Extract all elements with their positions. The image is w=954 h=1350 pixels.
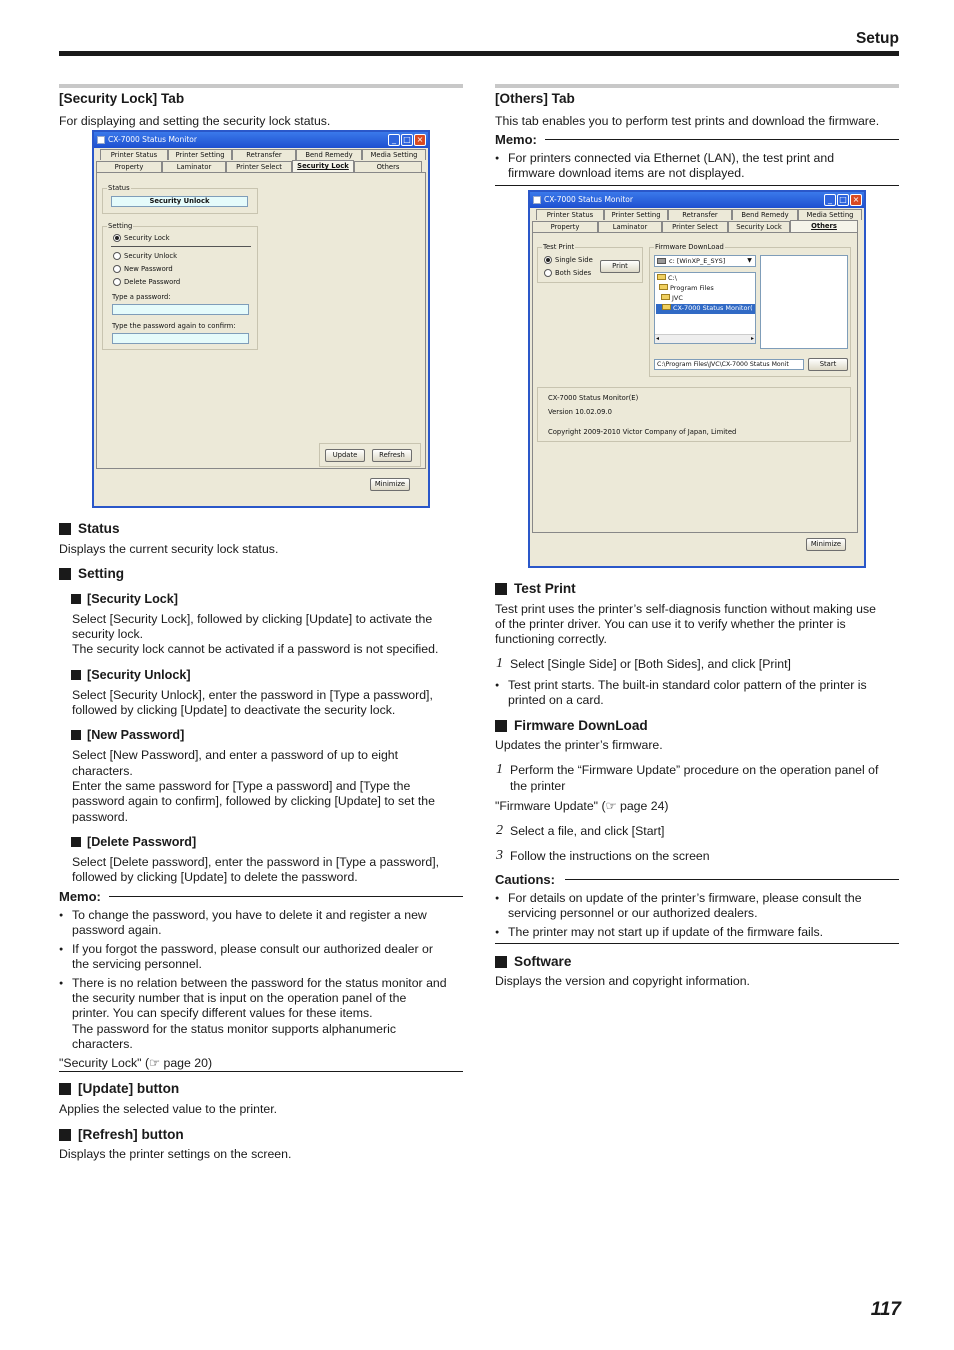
tab-laminator[interactable]: Laminator — [162, 161, 226, 172]
left-memo-label: Memo: — [59, 889, 101, 904]
start-button[interactable]: Start — [808, 358, 848, 371]
left-tab-title: [Security Lock] Tab — [59, 91, 185, 106]
software-copyright: Copyright 2009-2010 Victor Company of Japan, Limited — [548, 428, 737, 436]
software-text: Displays the version and copyright information. — [495, 974, 750, 988]
right-title-bar — [495, 84, 899, 88]
drive-icon — [657, 258, 666, 264]
test-print-group — [537, 243, 643, 283]
right-memo-rule — [545, 139, 899, 140]
security-unlock-subheading: [Security Unlock] — [87, 668, 191, 682]
tab-printer-setting[interactable]: Printer Setting — [168, 149, 232, 160]
refresh-button[interactable]: Refresh — [372, 449, 412, 462]
left-title-bar — [59, 84, 463, 88]
window-title: CX-7000 Status Monitor — [108, 135, 197, 144]
tab-bend-remedy[interactable]: Bend Remedy — [732, 209, 798, 220]
radio-security-lock[interactable]: Security Lock — [113, 234, 170, 242]
tab-retransfer[interactable]: Retransfer — [668, 209, 732, 220]
folder-item[interactable] — [661, 294, 683, 303]
setting-group — [102, 222, 258, 350]
status-field: Security Unlock — [111, 196, 248, 207]
step-number: 3 — [496, 848, 503, 863]
file-list[interactable] — [760, 255, 848, 349]
right-memo-line2: firmware download items are not displayed. — [508, 166, 745, 180]
update-button-text: Applies the selected value to the printer. — [59, 1102, 278, 1116]
confirm-password-label: Type the password again to confirm: — [112, 322, 236, 330]
folder-item-label: Program Files — [670, 284, 714, 292]
section-title: Setup — [855, 30, 899, 47]
software-version: Version 10.02.09.0 — [548, 408, 612, 416]
folder-item-selected[interactable] — [656, 304, 755, 314]
tab-bend-remedy[interactable]: Bend Remedy — [296, 149, 362, 160]
folder-list[interactable] — [654, 272, 756, 344]
left-memo-b3-line2: the security number that is input on the operation panel of the — [72, 991, 407, 1005]
tab-printer-setting[interactable]: Printer Setting — [604, 209, 668, 220]
firmware-step1-line2: the printer — [510, 779, 566, 793]
left-memo-b2-line2: the servicing personnel. — [72, 957, 202, 971]
update-button-heading: [Update] button — [78, 1081, 180, 1096]
tab-property[interactable]: Property — [96, 161, 162, 172]
folder-open-icon — [662, 304, 671, 310]
others-window — [528, 190, 866, 568]
software-name: CX-7000 Status Monitor(E) — [548, 394, 639, 402]
drive-select[interactable] — [654, 255, 756, 267]
firmware-step2: Select a file, and click [Start] — [510, 824, 665, 838]
new-password-line4: password again to confirm], followed by clicking [Update] to set the — [72, 794, 435, 808]
radio-security-unlock[interactable]: Security Unlock — [113, 252, 177, 260]
left-memo-b2-line1: ● If you forgot the password, please consult our authorized dealer or — [72, 942, 433, 957]
horizontal-scrollbar[interactable] — [655, 334, 755, 343]
new-password-line3: Enter the same password for [Type a password] and [Type the — [72, 779, 411, 793]
tab-property[interactable]: Property — [532, 221, 598, 232]
right-memo-line1: ● For printers connected via Ethernet (LAN), the test print and — [508, 151, 834, 166]
folder-item-label: JVC — [672, 294, 683, 302]
tab-panel — [532, 232, 858, 533]
test-print-line1: Test print uses the printer’s self-diagnosis function without making use — [495, 602, 876, 616]
action-group — [319, 443, 421, 467]
left-memo-rule — [109, 896, 463, 897]
left-memo-end-rule — [59, 1071, 463, 1072]
radio-both-sides[interactable]: Both Sides — [544, 269, 591, 277]
delete-password-subheading: [Delete Password] — [87, 835, 197, 849]
left-memo-b3-line3: printer. You can specify different values for these items. — [72, 1006, 373, 1020]
test-print-step1: Select [Single Side] or [Both Sides], and click [Print] — [510, 657, 791, 671]
app-icon — [533, 196, 541, 204]
new-password-line5: password. — [72, 810, 129, 824]
app-icon — [97, 136, 105, 144]
print-button[interactable]: Print — [600, 260, 640, 273]
step-number: 2 — [496, 823, 503, 838]
tab-laminator[interactable]: Laminator — [598, 221, 662, 232]
chevron-down-icon[interactable]: ▼ — [747, 257, 752, 264]
tab-others[interactable]: Others — [354, 161, 422, 172]
right-memo-label: Memo: — [495, 132, 537, 147]
firmware-heading: Firmware DownLoad — [514, 718, 648, 733]
cautions-b1-line2: servicing personnel or our authorized dealers. — [508, 906, 758, 920]
tab-security-lock[interactable]: Security Lock — [728, 221, 790, 232]
test-print-line2: of the printer driver. You can use it to verify whether the printer is — [495, 617, 846, 631]
page-number: 117 — [870, 1299, 901, 1320]
radio-delete-password[interactable]: Delete Password — [113, 278, 180, 286]
test-print-line3: functioning correctly. — [495, 632, 607, 646]
minimize-window-icon[interactable]: _ — [388, 134, 400, 146]
security-lock-line2: security lock. — [72, 627, 144, 641]
folder-item[interactable] — [657, 274, 677, 283]
step-number: 1 — [496, 762, 503, 777]
folder-open-icon — [661, 294, 670, 300]
minimize-button[interactable]: Minimize — [806, 538, 846, 551]
right-memo-end-rule — [495, 185, 899, 186]
tab-printer-status[interactable]: Printer Status — [536, 209, 604, 220]
security-lock-subheading: [Security Lock] — [87, 592, 178, 606]
setting-group-label: Setting — [108, 222, 133, 230]
maximize-window-icon[interactable]: □ — [837, 194, 849, 206]
tab-printer-status[interactable]: Printer Status — [100, 149, 168, 160]
tab-media-setting[interactable]: Media Setting — [362, 149, 426, 160]
cautions-label: Cautions: — [495, 872, 555, 887]
radio-new-password[interactable]: New Password — [113, 265, 173, 273]
update-button[interactable]: Update — [325, 449, 365, 462]
new-password-subheading: [New Password] — [87, 728, 185, 742]
window-title-bar — [530, 192, 864, 208]
left-memo-b3-line4: The password for the status monitor supports alphanumeric — [72, 1022, 396, 1036]
scroll-left-icon[interactable]: ◂ — [656, 335, 660, 342]
software-info-group — [537, 387, 851, 442]
folder-item[interactable] — [659, 284, 714, 293]
tab-others[interactable]: Others — [790, 220, 858, 232]
radio-single-side[interactable]: Single Side — [544, 256, 593, 264]
tab-printer-select[interactable]: Printer Select — [226, 161, 292, 172]
delete-password-line2: followed by clicking [Update] to delete the password. — [72, 870, 358, 884]
window-title-bar — [94, 132, 428, 148]
firmware-step1-line1: Perform the “Firmware Update” procedure on the operation panel of — [510, 763, 879, 777]
minimize-window-icon[interactable]: _ — [824, 194, 836, 206]
left-intro: For displaying and setting the security lock status. — [59, 114, 331, 128]
maximize-window-icon[interactable]: □ — [401, 134, 413, 146]
folder-open-icon — [659, 284, 668, 290]
status-group — [102, 184, 258, 214]
status-group-label: Status — [108, 184, 130, 192]
cautions-rule — [565, 879, 899, 880]
tab-panel — [96, 172, 426, 469]
cautions-end-rule — [495, 943, 899, 944]
password-input[interactable] — [112, 304, 249, 315]
test-print-heading: Test Print — [514, 581, 576, 596]
path-field[interactable]: C:\Program Files\JVC\CX-7000 Status Monit — [654, 359, 804, 370]
status-heading: Status — [78, 521, 120, 536]
right-intro: This tab enables you to perform test prints and download the firmware. — [495, 114, 880, 128]
firmware-text: Updates the printer’s firmware. — [495, 738, 663, 752]
security-lock-line1: Select [Security Lock], followed by clicking [Update] to activate the — [72, 612, 433, 626]
new-password-line2: characters. — [72, 764, 133, 778]
software-heading: Software — [514, 954, 572, 969]
close-window-icon[interactable]: × — [850, 194, 862, 206]
tab-security-lock[interactable]: Security Lock — [292, 160, 354, 172]
minimize-button[interactable]: Minimize — [370, 478, 410, 491]
delete-password-line1: Select [Delete password], enter the password in [Type a password], — [72, 855, 440, 869]
confirm-password-input[interactable] — [112, 333, 249, 344]
test-print-group-label: Test Print — [543, 243, 575, 251]
left-memo-b1-line1: ● To change the password, you have to delete it and register a new — [72, 908, 427, 923]
security-lock-page-ref[interactable]: "Security Lock" (☞ page 20) — [59, 1056, 213, 1070]
right-tab-title: [Others] Tab — [495, 91, 575, 106]
setting-heading: Setting — [78, 566, 125, 581]
test-print-bullet-line1: ● Test print starts. The built-in standard color pattern of the printer is — [508, 678, 867, 693]
left-memo-b1-line2: password again. — [72, 923, 162, 937]
firmware-group — [649, 243, 851, 377]
close-window-icon[interactable]: × — [414, 134, 426, 146]
left-memo-b3-line5: characters. — [72, 1037, 133, 1051]
type-password-label: Type a password: — [112, 293, 171, 301]
cautions-b1-line1: ● For details on update of the printer’s firmware, please consult the — [508, 891, 862, 906]
drive-label: c: [WinXP_E_SYS] — [669, 257, 726, 265]
header-rule — [59, 51, 899, 56]
left-memo-b3-line1: ● There is no relation between the password for the status monitor and — [72, 976, 447, 991]
firmware-step3: Follow the instructions on the screen — [510, 849, 710, 863]
status-text: Displays the current security lock status. — [59, 542, 279, 556]
test-print-bullet-line2: printed on a card. — [508, 693, 604, 707]
firmware-page-ref[interactable]: "Firmware Update" (☞ page 24) — [495, 799, 669, 813]
window-title: CX-7000 Status Monitor — [544, 195, 633, 204]
security-unlock-line1: Select [Security Unlock], enter the password in [Type a password], — [72, 688, 433, 702]
refresh-button-heading: [Refresh] button — [78, 1127, 184, 1142]
cautions-b2: ● The printer may not start up if update of the firmware fails. — [508, 925, 823, 940]
scroll-right-icon[interactable]: ▸ — [750, 335, 754, 342]
tab-printer-select[interactable]: Printer Select — [662, 221, 728, 232]
folder-item-label: CX-7000 Status Monitor( — [673, 304, 753, 312]
tab-retransfer[interactable]: Retransfer — [232, 149, 296, 160]
step-number: 1 — [496, 656, 503, 671]
folder-open-icon — [657, 274, 666, 280]
tab-media-setting[interactable]: Media Setting — [798, 209, 862, 220]
security-lock-window — [92, 130, 430, 508]
refresh-button-text: Displays the printer settings on the screen. — [59, 1147, 292, 1161]
folder-item-label: C:\ — [668, 274, 677, 282]
security-lock-line3: The security lock cannot be activated if a password is not specified. — [72, 642, 439, 656]
new-password-line1: Select [New Password], and enter a password of up to eight — [72, 748, 399, 762]
security-unlock-line2: followed by clicking [Update] to deactivate the security lock. — [72, 703, 396, 717]
setting-divider — [111, 246, 251, 247]
firmware-group-label: Firmware DownLoad — [655, 243, 724, 251]
